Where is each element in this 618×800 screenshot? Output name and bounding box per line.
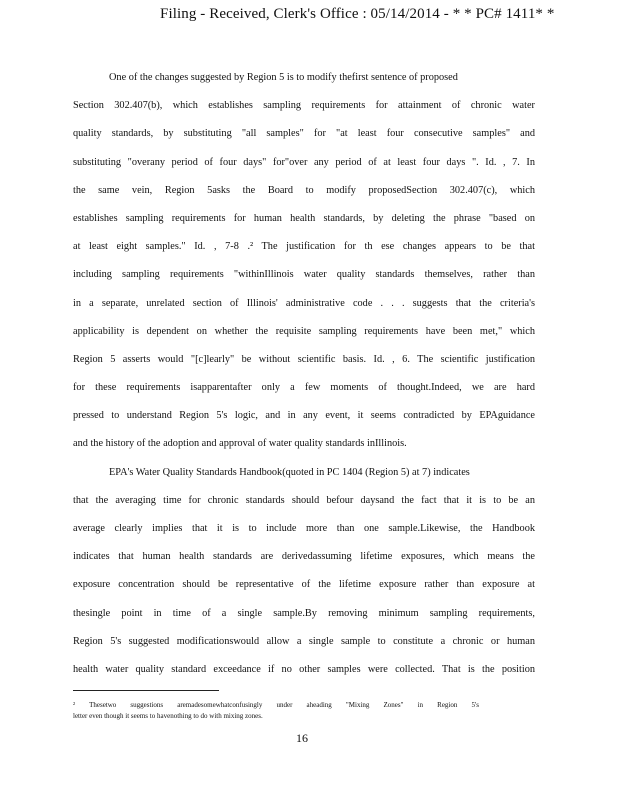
body-line: health water quality standard exceedance if no other samples were collected. That is the position (73, 663, 535, 675)
body-line: applicability is dependent on whether the requisite sampling requirements have been met," which (73, 325, 535, 337)
body-line: indicates that human health standards are derivedassuming lifetime exposures, which means the (73, 551, 535, 563)
body-line: average clearly implies that it is to include more than one sample.Likewise, the Handbook (73, 523, 535, 534)
body-line: EPA's Water Quality Standards Handbook(quoted in PC 1404 (Region 5) at 7) indicates (109, 466, 470, 478)
body-line: that the averaging time for chronic standards should befour daysand the fact that it is to be an (73, 494, 535, 506)
body-line: and the history of the adoption and approval of water quality standards inIllinois. (73, 438, 407, 450)
body-line: establishes sampling requirements for human health standards, by deleting the phrase "based on (73, 212, 535, 224)
footnote-line: ² Thesetwo suggestions aremadesomewhatconfusingly under aheading "Mixing Zones" in Region 5's (73, 701, 479, 709)
body-line: the same vein, Region 5asks the Board to modify proposedSection 302.407(c), which (73, 184, 535, 196)
body-line: including sampling requirements "withinIllinois water quality standards themselves, rather than (73, 269, 535, 281)
body-line: Region 5 asserts would "[c]learly" be without scientific basis. Id. , 6. The scientific justification (73, 353, 535, 365)
body-line: exposure concentration should be representative of the lifetime exposure rather than exposure at (73, 579, 535, 591)
body-text (73, 70, 535, 690)
body-line: substituting "overany period of four days" for"over any period of at least four days ". Id. , 7. In (73, 156, 535, 168)
body-line: quality standards, by substituting "all samples" for "at least four consecutive samples" and (73, 128, 535, 140)
footnote (73, 700, 479, 722)
body-line: Region 5's suggested modificationswould allow a single sample to constitute a chronic or human (73, 635, 535, 647)
body-line: at least eight samples." Id. , 7-8 .² The justification for th ese changes appears to be that (73, 241, 535, 253)
body-line: pressed to understand Region 5's logic, and in any event, it seems contradicted by EPAguidance (73, 410, 535, 422)
body-line: Section 302.407(b), which establishes sampling requirements for attainment of chronic water (73, 100, 535, 112)
footnote-divider (73, 690, 219, 691)
body-line: for these requirements isapparentafter only a few moments of thought.Indeed, we are hard (73, 382, 535, 394)
footnote-line: letter even though it seems to havenothing to do with mixing zones. (73, 712, 263, 720)
body-line: thesingle point in time of a single sample.By removing minimum sampling requirements, (73, 607, 535, 619)
page-number: 16 (296, 731, 308, 745)
filing-stamp-header: Filing - Received, Clerk's Office : 05/14/2014 - * * PC# 1411* * (160, 6, 555, 22)
body-line: in a separate, unrelated section of Illinois' administrative code . . . suggests that the criteria's (73, 297, 535, 309)
body-line: One of the changes suggested by Region 5 is to modify thefirst sentence of proposed (109, 72, 458, 83)
